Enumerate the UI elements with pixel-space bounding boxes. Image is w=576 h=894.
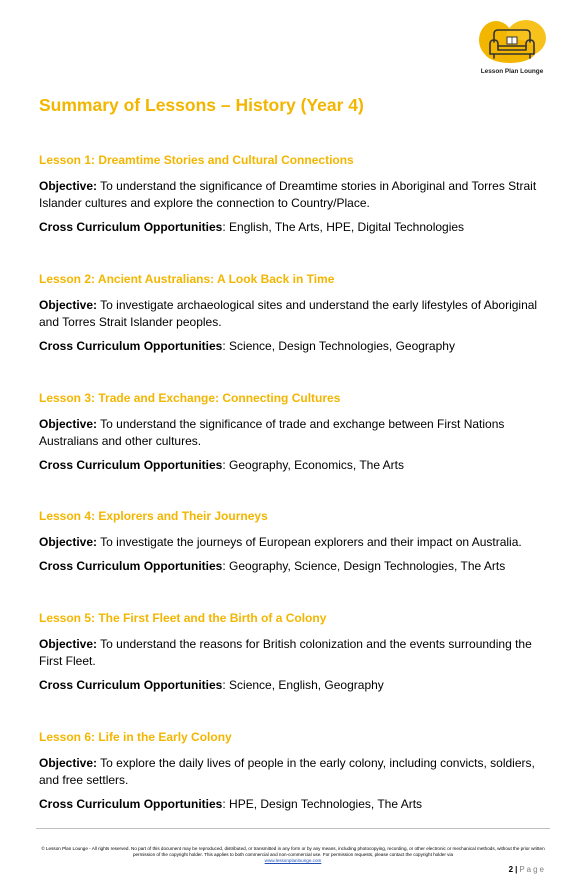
cross-curriculum-text: Science, English, Geography [229,678,384,692]
page-number-value: 2 [508,865,514,874]
cross-curriculum-label: Cross Curriculum Opportunities [39,797,223,811]
objective-label: Objective: [39,756,98,770]
objective-text: To understand the reasons for British colonization and the events surrounding the First Fleet. [39,637,532,668]
lesson-plan-lounge-logo [476,18,548,80]
lesson-heading: Lesson 3: Trade and Exchange: Connecting Cultures [39,391,341,405]
lesson-heading: Lesson 6: Life in the Early Colony [39,730,232,744]
objective-text: To understand the significance of trade and exchange between First Nations Australians and other cultures. [39,417,505,448]
objective-label: Objective: [39,298,98,312]
cross-curriculum-text: Geography, Economics, The Arts [229,458,405,472]
objective-label: Objective: [39,179,98,193]
footer-divider [36,828,550,829]
cross-curriculum-label: Cross Curriculum Opportunities [39,678,223,692]
lesson-block [39,509,549,575]
cross-curriculum-text: Science, Design Technologies, Geography [229,339,455,353]
cross-curriculum-label: Cross Curriculum Opportunities [39,559,223,573]
objective-text: To explore the daily lives of people in the early colony, including convicts, soldiers, and free settlers. [39,756,535,787]
lesson-cross-curriculum: Cross Curriculum Opportunities: Geography, Science, Design Technologies, The Arts [39,559,506,573]
lesson-block [39,272,549,355]
lesson-objective [39,178,549,212]
lesson-heading: Lesson 2: Ancient Australians: A Look Back in Time [39,272,335,286]
lesson-heading: Lesson 4: Explorers and Their Journeys [39,509,268,523]
lesson-objective [39,636,549,670]
page-number-separator: | [515,865,518,874]
cross-curriculum-text: English, The Arts, HPE, Digital Technologies [229,220,465,234]
lesson-cross-curriculum: Cross Curriculum Opportunities: Geography, Economics, The Arts [39,458,405,472]
objective-text: To understand the significance of Dreamtime stories in Aboriginal and Torres Strait Islander cultures and explore the connection to Country/Place. [39,179,537,210]
footer-copyright [36,846,550,864]
objective-text: To investigate the journeys of European explorers and their impact on Australia. [100,535,522,549]
objective-label: Objective: [39,535,98,549]
objective-label: Objective: [39,637,98,651]
lesson-block [39,730,549,813]
lesson-objective [39,416,549,450]
lesson-objective [39,755,549,789]
lesson-heading: Lesson 1: Dreamtime Stories and Cultural Connections [39,153,354,167]
page-number [509,865,546,874]
objective-text: To investigate archaeological sites and understand the early lifestyles of Aboriginal and Torres Strait Islander peoples. [39,298,538,329]
lesson-cross-curriculum: Cross Curriculum Opportunities: HPE, Design Technologies, The Arts [39,797,423,811]
page-label: Page [519,865,546,874]
page-title: Summary of Lessons – History (Year 4) [39,95,364,115]
cross-curriculum-label: Cross Curriculum Opportunities [39,339,223,353]
lesson-objective [39,297,549,331]
cross-curriculum-label: Cross Curriculum Opportunities [39,458,223,472]
lesson-heading: Lesson 5: The First Fleet and the Birth of a Colony [39,611,327,625]
website-link[interactable]: www.lessonplanlounge.com [264,858,322,863]
copyright-text: © Lesson Plan Lounge - All rights reserved. No part of this document may be reproduced, distributed, or transmitted in any form or by any means, including photocopying, recording, or other electronic or mechanical methods, without the prior written permission of the copyright holder. This applies to both commercial and non-commercial use. For permission requests, please contact the copyright holder via [41,846,545,857]
cross-curriculum-text: Geography, Science, Design Technologies, The Arts [229,559,506,573]
lesson-block [39,391,549,474]
lesson-objective [39,534,549,551]
lesson-cross-curriculum: Cross Curriculum Opportunities: Science, Design Technologies, Geography [39,339,455,353]
sofa-logo-icon [476,18,548,68]
objective-label: Objective: [39,417,98,431]
cross-curriculum-text: HPE, Design Technologies, The Arts [229,797,423,811]
lesson-block [39,611,549,694]
lesson-cross-curriculum: Cross Curriculum Opportunities: English, The Arts, HPE, Digital Technologies [39,220,465,234]
cross-curriculum-label: Cross Curriculum Opportunities [39,220,223,234]
logo-text: Lesson Plan Lounge [480,68,544,75]
lesson-block [39,153,549,236]
lesson-cross-curriculum: Cross Curriculum Opportunities: Science, English, Geography [39,678,384,692]
